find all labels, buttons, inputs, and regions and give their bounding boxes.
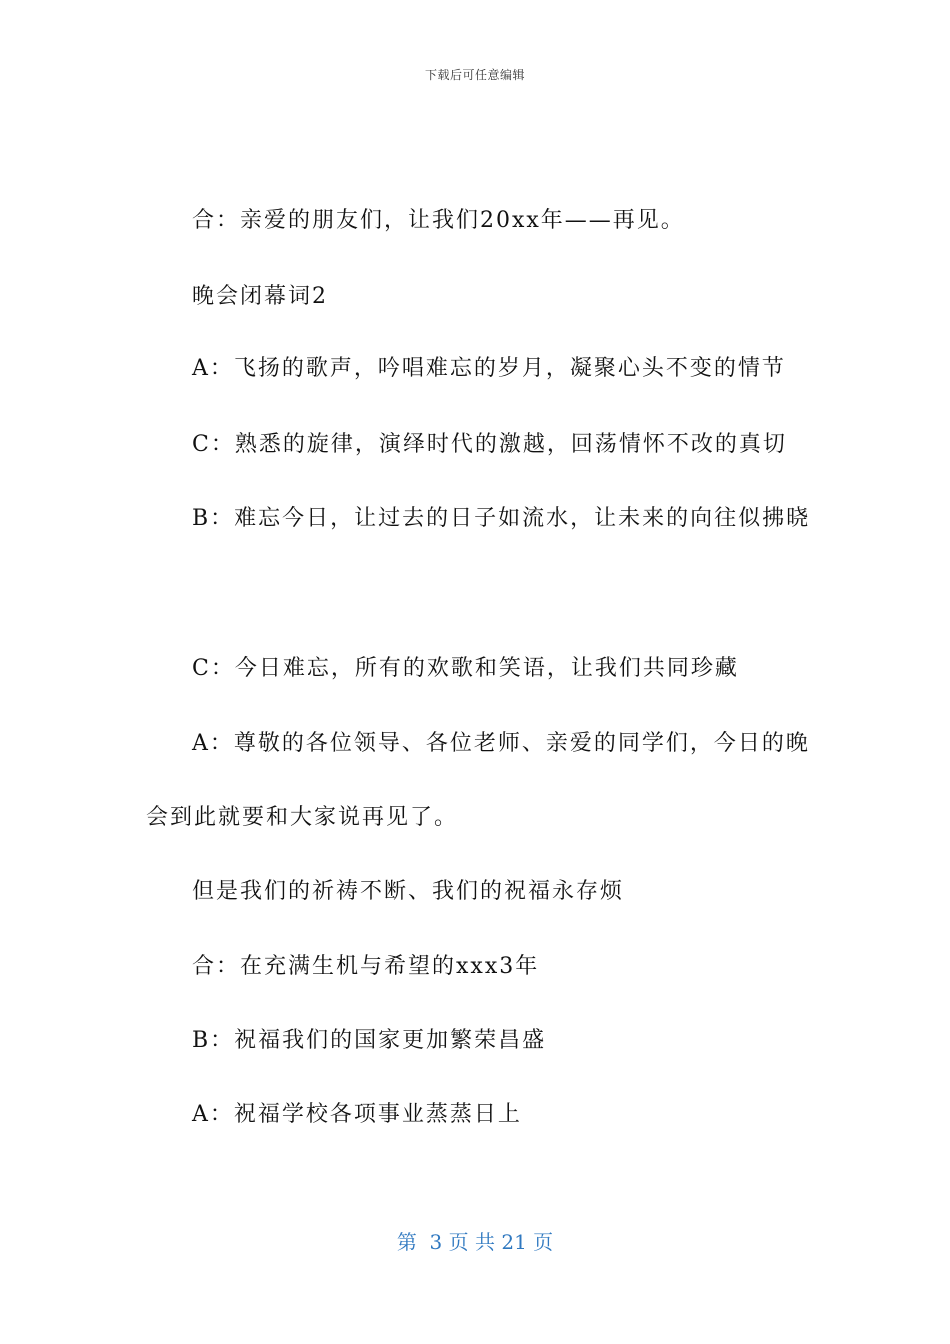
paragraph-line: 但是我们的祈祷不断、我们的祝福永存烦 [192,879,625,904]
paragraph-line: 合：亲爱的朋友们，让我们20xx年——再见。 [192,208,685,233]
page-header: 下载后可任意编辑 [424,68,525,82]
paragraph-line: 合：在充满生机与希望的xxx3年 [192,954,540,979]
paragraph-line: A：祝福学校各项事业蒸蒸日上 [192,1102,522,1127]
page-number-footer: 第 3 页 共 21 页 [396,1230,554,1254]
paragraph-line-continuation: 会到此就要和大家说再见了。 [146,805,459,830]
paragraph-line: B：难忘今日，让过去的日子如流水，让未来的向往似拂晓 [192,506,811,531]
paragraph-line: A：尊敬的各位领导、各位老师、亲爱的同学们，今日的晚 [192,731,810,756]
paragraph-line: B：祝福我们的国家更加繁荣昌盛 [192,1028,547,1053]
section-heading: 晚会闭幕词2 [192,284,328,309]
paragraph-line: C：今日难忘，所有的欢歌和笑语，让我们共同珍藏 [192,656,739,681]
paragraph-line: A：飞扬的歌声，吟唱难忘的岁月，凝聚心头不变的情节 [192,356,786,381]
paragraph-line: C：熟悉的旋律，演绎时代的激越，回荡情怀不改的真切 [192,432,787,457]
